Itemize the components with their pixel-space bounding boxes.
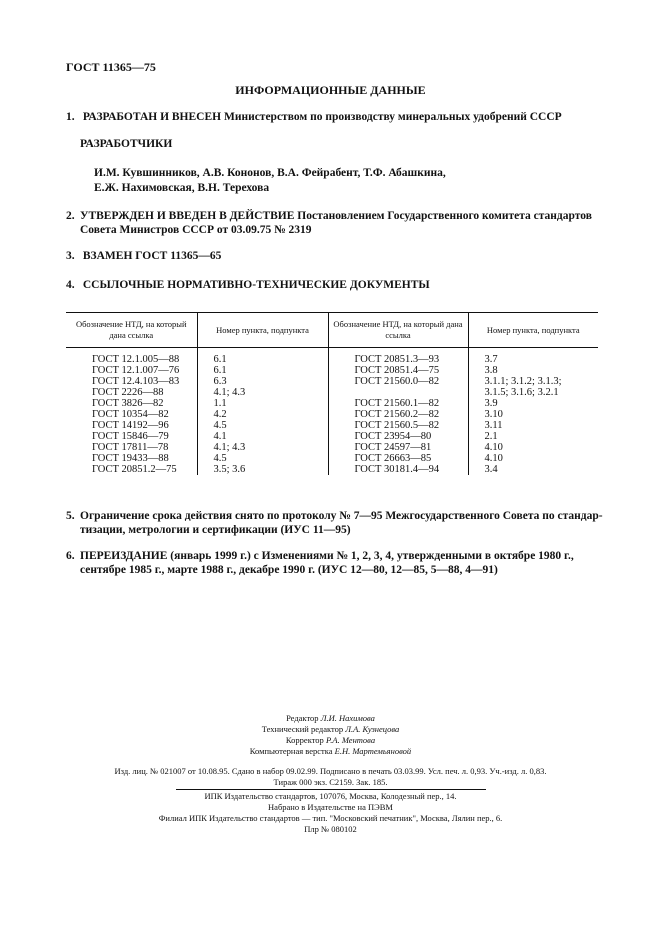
- clause-cell: 4.2: [197, 409, 328, 420]
- clause-cell: 4.1: [197, 431, 328, 442]
- ntd-cell: [328, 387, 468, 398]
- developers-line: Е.Ж. Нахимовская, В.Н. Терехова: [94, 182, 270, 194]
- clause-cell: 3.8: [468, 365, 598, 376]
- ntd-cell: ГОСТ 12.1.007—76: [92, 365, 180, 376]
- clause-cell: 3.7: [468, 348, 598, 366]
- clause-cell: 6.3: [197, 376, 328, 387]
- clause-cell: 4.10: [468, 453, 598, 464]
- document-code: ГОСТ 11365—75: [66, 60, 156, 74]
- ntd-cell: ГОСТ 17811—78: [92, 442, 169, 453]
- ntd-cell: ГОСТ 20851.3—93: [328, 348, 468, 366]
- credit-layout: Компьютерная верстка Е.Н. Мартемьяновой: [249, 746, 412, 756]
- clause-cell: 1.1: [197, 398, 328, 409]
- section-text: ПЕРЕИЗДАНИЕ (январь 1999 г.) с Изменениями № 1, 2, 3, 4, утвержденными в октябре 1980 г.,: [80, 550, 574, 562]
- section-number: 4.: [66, 279, 75, 291]
- publisher-line: Набрано в Издательстве на ПЭВМ: [268, 802, 393, 812]
- section-number: 6.: [66, 550, 75, 562]
- table-row: [66, 442, 598, 453]
- developers-list: [94, 166, 446, 196]
- clause-cell: 4.5: [197, 420, 328, 431]
- credit-corrector: Корректор Р.А. Ментова: [285, 735, 376, 745]
- table-row: [66, 431, 598, 442]
- clause-cell: 6.1: [197, 348, 328, 366]
- section-text: тизации, метрологии и сертификации (ИУС 11—95): [80, 524, 351, 536]
- ntd-cell: ГОСТ 21560.2—82: [328, 409, 468, 420]
- clause-cell: 2.1: [468, 431, 598, 442]
- section-text: РАЗРАБОТАН И ВНЕСЕН Министерством по производству минеральных удобрений СССР: [82, 111, 562, 123]
- ntd-cell: ГОСТ 12.1.005—88: [92, 354, 180, 365]
- col-header-ntd: Обозначение НТД, на который дана ссылка: [66, 313, 197, 348]
- clause-cell: 4.1; 4.3: [197, 442, 328, 453]
- ntd-cell: ГОСТ 10354—82: [92, 409, 169, 420]
- ntd-cell: ГОСТ 14192—96: [92, 420, 169, 431]
- clause-cell: 4.5: [197, 453, 328, 464]
- publication-info: [0, 766, 661, 788]
- clause-cell: 3.11: [468, 420, 598, 431]
- ntd-cell: ГОСТ 12.4.103—83: [92, 376, 180, 387]
- ntd-cell: ГОСТ 2226—88: [92, 387, 164, 398]
- ntd-cell: ГОСТ 20851.2—75: [92, 464, 177, 475]
- ntd-cell: ГОСТ 30181.4—94: [328, 464, 468, 475]
- developers-line: И.М. Кувшинников, А.В. Кононов, В.А. Фейрабент, Т.Ф. Абашкина,: [94, 167, 446, 179]
- section-number: 1.: [66, 111, 75, 123]
- section-text: Ограничение срока действия снято по протоколу № 7—95 Межгосударственного Совета по стандар-: [80, 510, 603, 522]
- section-number: 5.: [66, 510, 75, 522]
- ntd-cell: ГОСТ 24597—81: [328, 442, 468, 453]
- section-1: [66, 110, 606, 124]
- table-header-row: [66, 313, 598, 348]
- clause-cell: 3.9: [468, 398, 598, 409]
- clause-cell: 3.1.1; 3.1.2; 3.1.3;: [468, 376, 598, 387]
- table-row: [66, 387, 598, 398]
- publisher-line: Плр № 080102: [304, 824, 357, 834]
- col-header-clause: Номер пункта, подпункта: [197, 313, 328, 348]
- publisher-line: ИПК Издательство стандартов, 107076, Москва, Колодезный пер., 14.: [204, 791, 457, 801]
- section-2: [66, 209, 606, 237]
- table-row: [66, 398, 598, 409]
- ntd-cell: ГОСТ 15846—79: [92, 431, 169, 442]
- ntd-cell: ГОСТ 26663—85: [328, 453, 468, 464]
- col-header-clause: Номер пункта, подпункта: [468, 313, 598, 348]
- clause-cell: 3.10: [468, 409, 598, 420]
- ntd-cell: ГОСТ 20851.4—75: [328, 365, 468, 376]
- section-text: сентябре 1985 г., марте 1988 г., декабре 1990 г. (ИУС 12—80, 12—85, 5—88, 4—91): [80, 564, 498, 576]
- ntd-cell: ГОСТ 21560.5—82: [328, 420, 468, 431]
- section-5: [66, 509, 606, 537]
- credit-editor: Редактор Л.И. Нахимова: [286, 713, 375, 723]
- credits-block: [0, 713, 661, 757]
- credit-tech-editor: Технический редактор Л.А. Кузнецова: [261, 724, 400, 734]
- clause-cell: 4.1; 4.3: [197, 387, 328, 398]
- section-text: ССЫЛОЧНЫЕ НОРМАТИВНО-ТЕХНИЧЕСКИЕ ДОКУМЕНТЫ: [82, 279, 430, 291]
- col-header-ntd: Обозначение НТД, на который дана ссылка: [328, 313, 468, 348]
- section-4: [66, 278, 606, 292]
- clause-cell: 3.4: [468, 464, 598, 475]
- clause-cell: 3.5; 3.6: [197, 464, 328, 475]
- table-row: [66, 365, 598, 376]
- ntd-cell: ГОСТ 19433—88: [92, 453, 169, 464]
- table-row: [66, 409, 598, 420]
- section-number: 3.: [66, 250, 75, 262]
- divider: [176, 789, 486, 790]
- section-text: ВЗАМЕН ГОСТ 11365—65: [82, 250, 222, 262]
- clause-cell: 3.1.5; 3.1.6; 3.2.1: [468, 387, 598, 398]
- publisher-info: [0, 791, 661, 835]
- page-title: ИНФОРМАЦИОННЫЕ ДАННЫЕ: [235, 83, 426, 97]
- ntd-cell: ГОСТ 23954—80: [328, 431, 468, 442]
- clause-cell: 4.10: [468, 442, 598, 453]
- table-row: [66, 420, 598, 431]
- table-row: [66, 453, 598, 464]
- table-row: [66, 376, 598, 387]
- clause-cell: 6.1: [197, 365, 328, 376]
- table-row: [66, 464, 598, 475]
- publication-line: Тираж 000 экз. С2159. Зак. 185.: [273, 777, 388, 787]
- section-text: УТВЕРЖДЕН И ВВЕДЕН В ДЕЙСТВИЕ Постановлением Государственного комитета стандартов: [80, 210, 592, 222]
- publisher-line: Филиал ИПК Издательство стандартов — тип. "Московский печатник", Москва, Лялин пер., 6.: [158, 813, 503, 823]
- section-number: 2.: [66, 210, 75, 222]
- table-row: [66, 348, 598, 366]
- section-3: [66, 249, 606, 263]
- developers-label: РАЗРАБОТЧИКИ: [80, 138, 173, 150]
- references-table: [66, 312, 598, 475]
- ntd-cell: ГОСТ 3826—82: [92, 398, 164, 409]
- section-6: [66, 549, 606, 577]
- section-text: Совета Министров СССР от 03.09.75 № 2319: [80, 224, 312, 236]
- ntd-cell: ГОСТ 21560.1—82: [328, 398, 468, 409]
- ntd-cell: ГОСТ 21560.0—82: [328, 376, 468, 387]
- publication-line: Изд. лиц. № 021007 от 10.08.95. Сдано в набор 09.02.99. Подписано в печать 03.03.99. Усл. печ. л. 0,93. Уч.-изд. л. 0,83.: [114, 766, 547, 776]
